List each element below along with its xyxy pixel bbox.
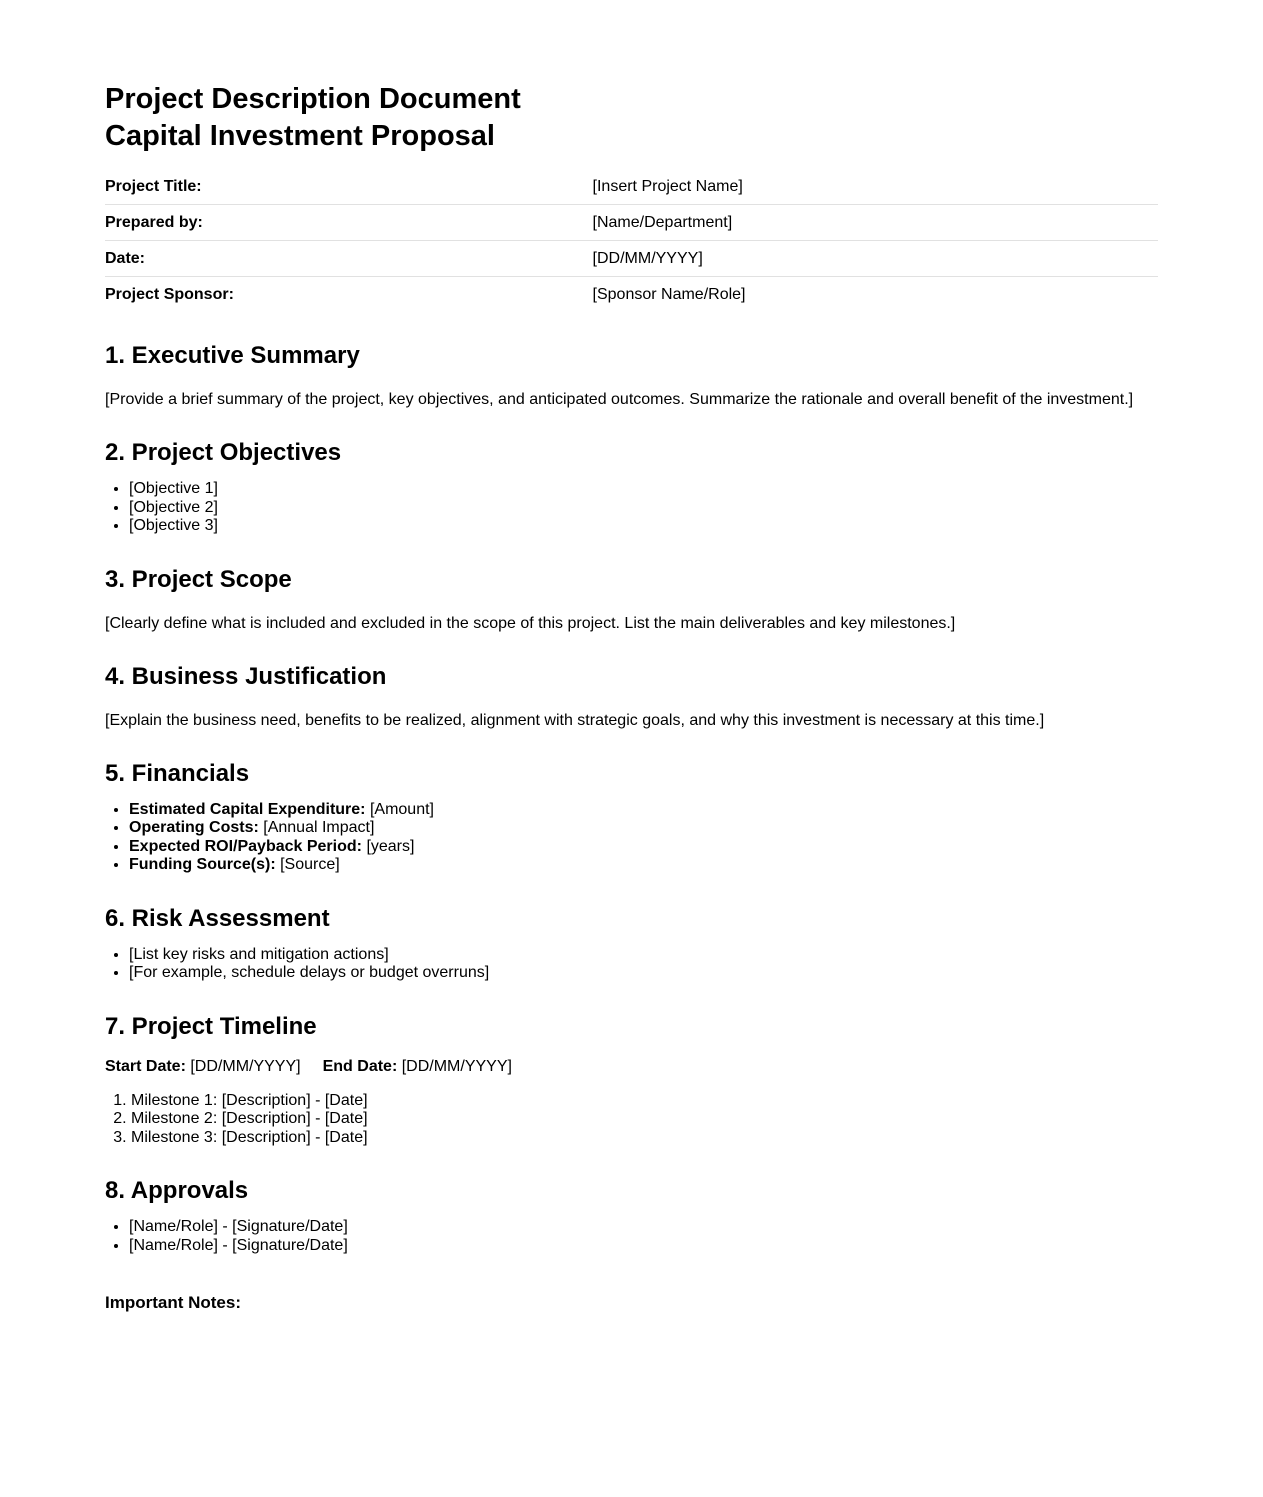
section-heading: 3. Project Scope [105, 565, 292, 593]
milestone-list [105, 1092, 1158, 1148]
list-item: • [Objective 3] [129, 517, 1158, 536]
table-row [105, 277, 1158, 313]
section-heading: 7. Project Timeline [105, 1012, 317, 1040]
row-value: [Insert Project Name] [592, 178, 743, 195]
section-executive-summary [105, 342, 1158, 409]
important-notes-heading: Important Notes: [105, 1293, 241, 1312]
milestone-item: 3. Milestone 3: [Description] - [Date] [131, 1129, 1158, 1148]
info-table [105, 169, 1158, 312]
section-heading: 8. Approvals [105, 1177, 249, 1204]
section-project-scope [105, 566, 1158, 633]
financials-list [105, 801, 1158, 875]
table-row [105, 205, 1158, 241]
financial-item-value: [Amount] [369, 800, 434, 818]
list-item: • [Name/Role] - [Signature/Date] [129, 1237, 1158, 1256]
page-title [105, 81, 1158, 155]
list-item: • [Objective 2] [129, 499, 1158, 518]
section-risk-assessment [105, 905, 1158, 983]
section-financials [105, 760, 1158, 875]
financial-item-label: Expected ROI/Payback Period: [129, 837, 362, 855]
financial-item-value: [Source] [280, 856, 340, 873]
row-value: [DD/MM/YYYY] [593, 241, 1158, 277]
section-heading: 1. Executive Summary [105, 342, 360, 369]
list-item: • [For example, schedule delays or budget overruns] [129, 964, 1158, 983]
risk-list [105, 946, 1158, 983]
list-item: • [Objective 1] [129, 480, 1158, 499]
financial-item-label: Operating Costs: [129, 819, 259, 836]
section-project-objectives [105, 439, 1158, 536]
section-paragraph: [Provide a brief summary of the project, key objectives, and anticipated outcomes. Summarize the rationale and overall benefit of the investment.] [105, 391, 1134, 408]
end-date-label: End Date: [322, 1057, 398, 1075]
section-project-timeline [105, 1013, 1158, 1148]
list-item [129, 856, 1158, 875]
timeline-dates [105, 1057, 1158, 1076]
milestone-item: 1. Milestone 1: [Description] - [Date] [131, 1092, 1158, 1111]
table-row [105, 169, 1158, 205]
row-label: Date: [105, 241, 593, 277]
page-title-line1: Project Description Document [105, 83, 521, 115]
section-approvals [105, 1177, 1158, 1255]
list-item: • [Name/Role] - [Signature/Date] [129, 1218, 1158, 1237]
start-date-value: [DD/MM/YYYY] [190, 1057, 301, 1075]
list-item: • [List key risks and mitigation actions] [129, 946, 1158, 965]
page-title-line2: Capital Investment Proposal [105, 120, 495, 152]
list-item [129, 838, 1158, 857]
section-heading: 6. Risk Assessment [105, 904, 330, 932]
financial-item-value: [Annual Impact] [263, 819, 375, 836]
list-item [129, 819, 1158, 838]
milestone-item: 2. Milestone 2: [Description] - [Date] [131, 1110, 1158, 1129]
row-value: [Sponsor Name/Role] [593, 277, 1158, 313]
approvals-list [105, 1218, 1158, 1255]
list-item [129, 801, 1158, 820]
financial-item-label: Funding Source(s): [129, 856, 276, 873]
row-value: [Name/Department] [593, 205, 1158, 241]
financial-item-value: [years] [366, 837, 415, 855]
section-paragraph: [Explain the business need, benefits to be realized, alignment with strategic goals, and why this investment is necessary at this time.] [105, 711, 1045, 729]
section-paragraph: [Clearly define what is included and excluded in the scope of this project. List the main deliverables and key milestones.] [105, 614, 956, 632]
row-label: Prepared by: [105, 205, 593, 241]
end-date-value: [DD/MM/YYYY] [401, 1057, 512, 1075]
section-business-justification [105, 663, 1158, 730]
section-heading: 5. Financials [105, 759, 250, 787]
objectives-list [105, 480, 1158, 536]
table-row [105, 241, 1158, 277]
section-heading: 4. Business Justification [105, 662, 387, 690]
section-heading: 2. Project Objectives [105, 439, 342, 466]
financial-item-label: Estimated Capital Expenditure: [129, 800, 366, 818]
start-date-label: Start Date: [105, 1057, 186, 1075]
row-label: Project Sponsor: [105, 277, 593, 313]
row-label: Project Title: [105, 178, 202, 195]
